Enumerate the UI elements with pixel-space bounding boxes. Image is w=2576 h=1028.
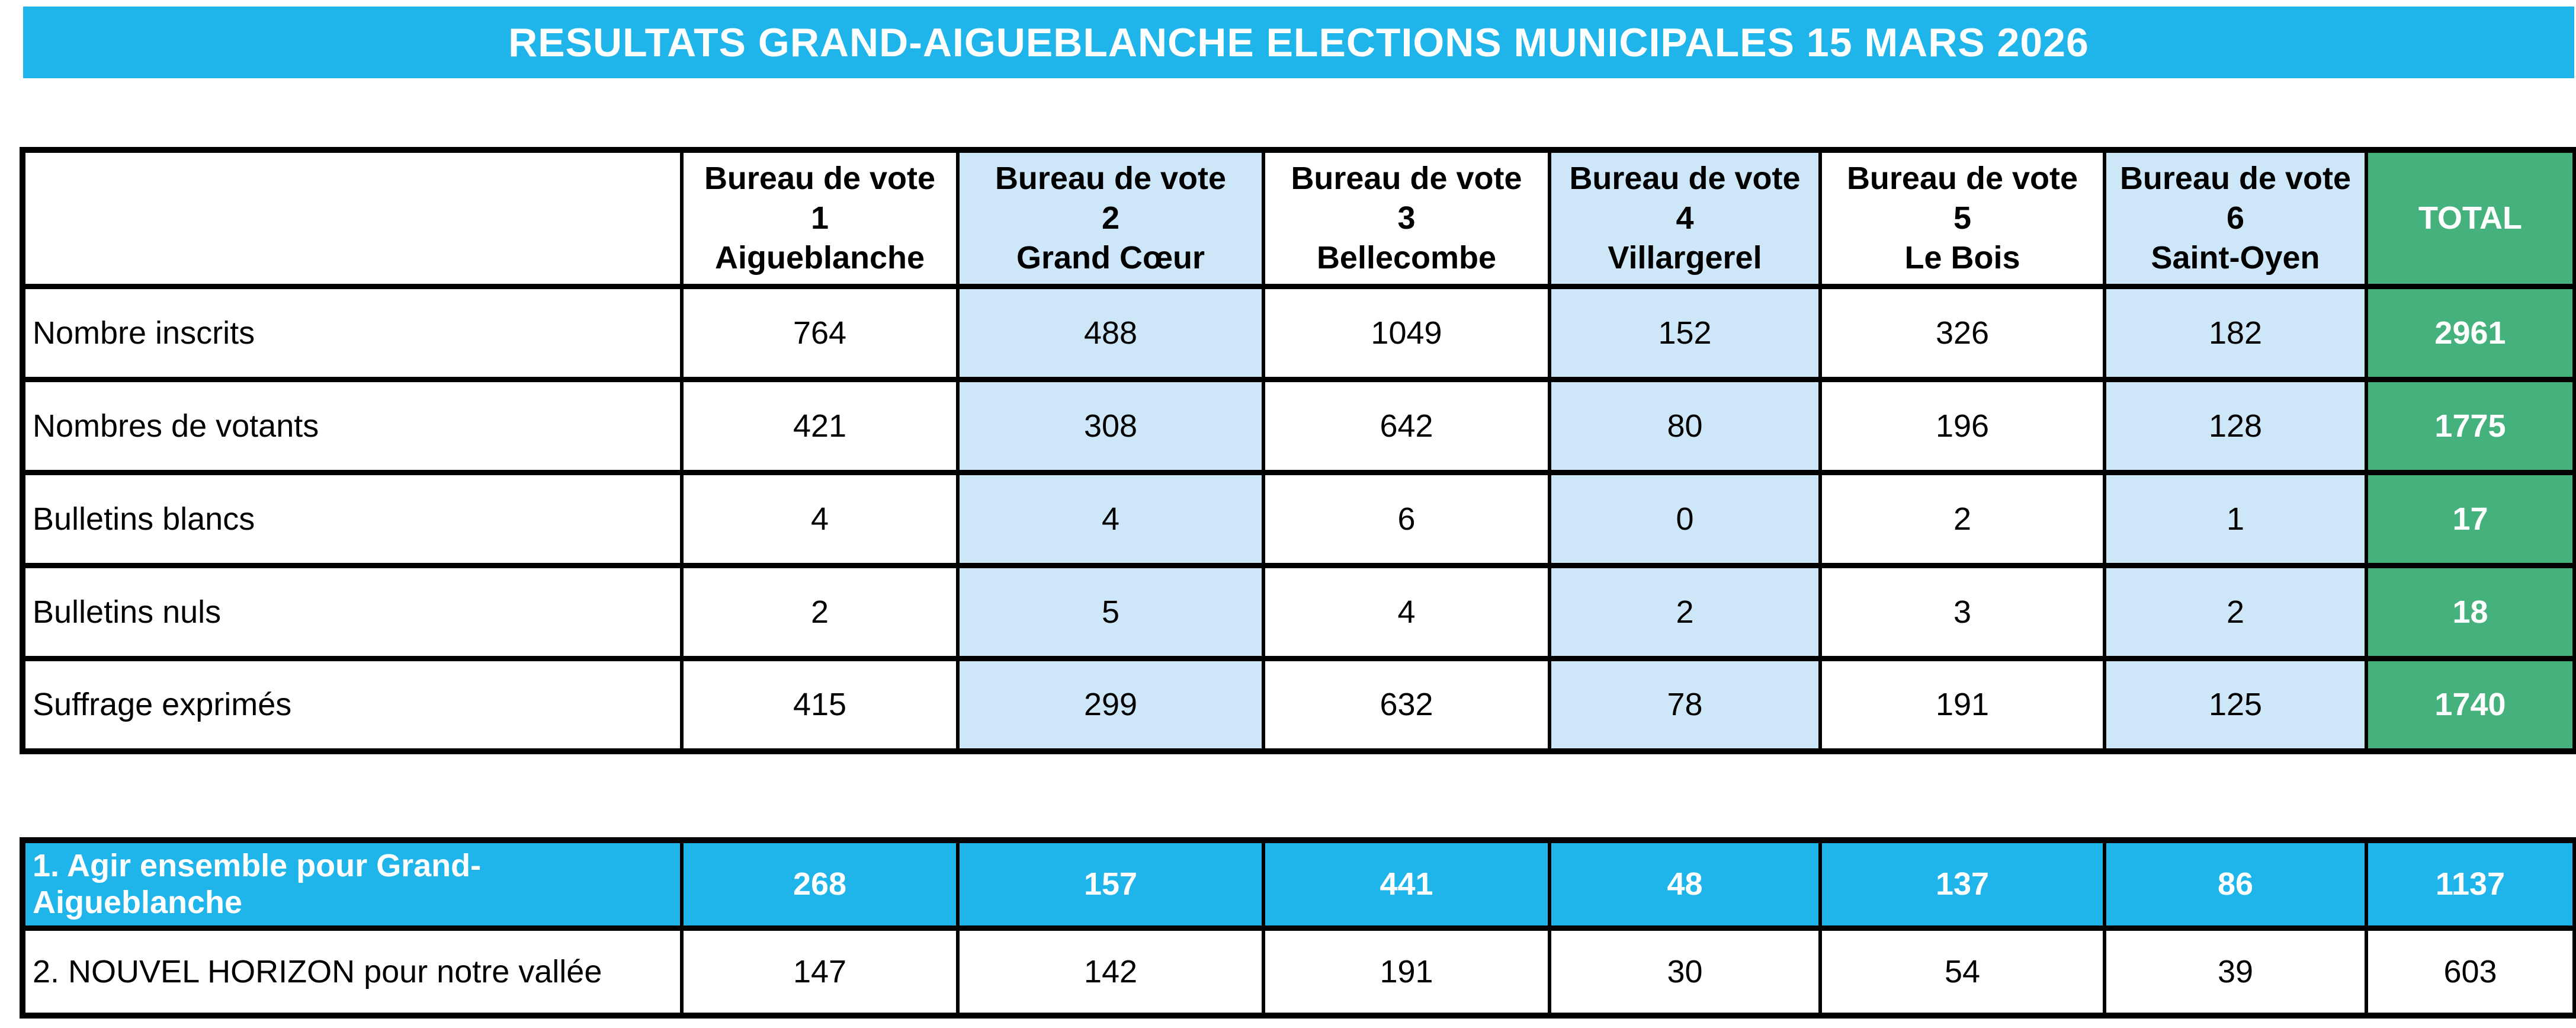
value-cell: 488 [958, 286, 1263, 379]
bureau-header-text [2106, 154, 2365, 282]
bureau-number: 4 [1676, 200, 1694, 236]
value-cell: 191 [1820, 658, 2105, 751]
title-banner [23, 7, 2574, 78]
value-cell: 3 [1820, 565, 2105, 658]
value-cell: 632 [1263, 658, 1550, 751]
page-title: RESULTATS GRAND-AIGUEBLANCHE ELECTIONS MUNICIPALES 15 MARS 2026 [508, 20, 2089, 65]
bureau-line1: Bureau de vote [995, 161, 1227, 197]
bureau-header-3 [1263, 150, 1550, 286]
bureau-number: 2 [1101, 200, 1120, 236]
value-cell: 299 [958, 658, 1263, 751]
value-cell: 78 [1550, 658, 1820, 751]
bureau-line1: Bureau de vote [2119, 161, 2352, 197]
bureau-line1: Bureau de vote [1846, 161, 2078, 197]
bureau-header-4 [1550, 150, 1820, 286]
bureau-name: Bellecombe [1316, 240, 1497, 276]
total-cell: 18 [2366, 565, 2575, 658]
candidate-value-cell: 137 [1820, 840, 2105, 928]
candidate-value-cell: 39 [2105, 928, 2366, 1016]
candidate-label: 2. NOUVEL HORIZON pour notre vallée [23, 928, 682, 1016]
candidate-value-cell: 48 [1550, 840, 1820, 928]
bureau-line1: Bureau de vote [704, 161, 936, 197]
candidate-value-cell: 142 [958, 928, 1263, 1016]
bureau-line1: Bureau de vote [1569, 161, 1801, 197]
bureau-header-text [1551, 154, 1818, 282]
bureau-number: 6 [2226, 200, 2245, 236]
total-header-cell [2366, 150, 2575, 286]
value-cell: 128 [2105, 379, 2366, 472]
total-cell: 17 [2366, 472, 2575, 565]
value-cell: 421 [682, 379, 958, 472]
candidate-value-cell: 268 [682, 840, 958, 928]
candidates-table [20, 837, 2576, 1019]
bureau-number: 5 [1953, 200, 1972, 236]
value-cell: 2 [1820, 472, 2105, 565]
candidate-value-cell: 147 [682, 928, 958, 1016]
candidate-row [23, 840, 2575, 928]
value-cell: 0 [1550, 472, 1820, 565]
results-row [23, 379, 2575, 472]
value-cell: 326 [1820, 286, 2105, 379]
results-table [20, 147, 2576, 754]
candidate-row [23, 928, 2575, 1016]
value-cell: 5 [958, 565, 1263, 658]
results-row [23, 658, 2575, 751]
candidate-value-cell: 191 [1263, 928, 1550, 1016]
results-row [23, 565, 2575, 658]
row-label: Nombre inscrits [23, 286, 682, 379]
value-cell: 2 [682, 565, 958, 658]
candidate-label: 1. Agir ensemble pour Grand-Aigueblanche [23, 840, 682, 928]
value-cell: 4 [958, 472, 1263, 565]
bureau-header-text [1822, 154, 2103, 282]
total-header-label: TOTAL [2418, 200, 2522, 236]
row-label: Bulletins nuls [23, 565, 682, 658]
value-cell: 1 [2105, 472, 2366, 565]
total-cell: 2961 [2366, 286, 2575, 379]
results-row [23, 472, 2575, 565]
bureau-header-2 [958, 150, 1263, 286]
value-cell: 4 [682, 472, 958, 565]
bureau-header-text [960, 154, 1262, 282]
row-label: Nombres de votants [23, 379, 682, 472]
bureau-name: Le Bois [1904, 240, 2020, 276]
value-cell: 125 [2105, 658, 2366, 751]
value-cell: 308 [958, 379, 1263, 472]
value-cell: 152 [1550, 286, 1820, 379]
bureau-header-1 [682, 150, 958, 286]
results-row [23, 286, 2575, 379]
total-cell: 1775 [2366, 379, 2575, 472]
candidate-total-cell: 1137 [2366, 840, 2575, 928]
value-cell: 6 [1263, 472, 1550, 565]
results-header-row [23, 150, 2575, 286]
bureau-name: Grand Cœur [1016, 240, 1205, 276]
bureau-header-5 [1820, 150, 2105, 286]
row-label: Bulletins blancs [23, 472, 682, 565]
bureau-name: Villargerel [1608, 240, 1762, 276]
total-cell: 1740 [2366, 658, 2575, 751]
value-cell: 80 [1550, 379, 1820, 472]
candidate-value-cell: 157 [958, 840, 1263, 928]
candidate-value-cell: 30 [1550, 928, 1820, 1016]
value-cell: 2 [1550, 565, 1820, 658]
bureau-header-text [684, 154, 956, 282]
bureau-name: Aigueblanche [714, 240, 925, 276]
bureau-header-6 [2105, 150, 2366, 286]
value-cell: 415 [682, 658, 958, 751]
value-cell: 4 [1263, 565, 1550, 658]
candidate-value-cell: 54 [1820, 928, 2105, 1016]
value-cell: 196 [1820, 379, 2105, 472]
bureau-line1: Bureau de vote [1291, 161, 1522, 197]
value-cell: 182 [2105, 286, 2366, 379]
candidate-value-cell: 86 [2105, 840, 2366, 928]
bureau-number: 3 [1397, 200, 1416, 236]
value-cell: 1049 [1263, 286, 1550, 379]
bureau-name: Saint-Oyen [2151, 240, 2320, 276]
value-cell: 764 [682, 286, 958, 379]
row-label: Suffrage exprimés [23, 658, 682, 751]
value-cell: 2 [2105, 565, 2366, 658]
candidate-value-cell: 441 [1263, 840, 1550, 928]
value-cell: 642 [1263, 379, 1550, 472]
bureau-number: 1 [810, 200, 829, 236]
bureau-header-text [1265, 154, 1548, 282]
corner-cell [23, 150, 682, 286]
candidate-total-cell: 603 [2366, 928, 2575, 1016]
